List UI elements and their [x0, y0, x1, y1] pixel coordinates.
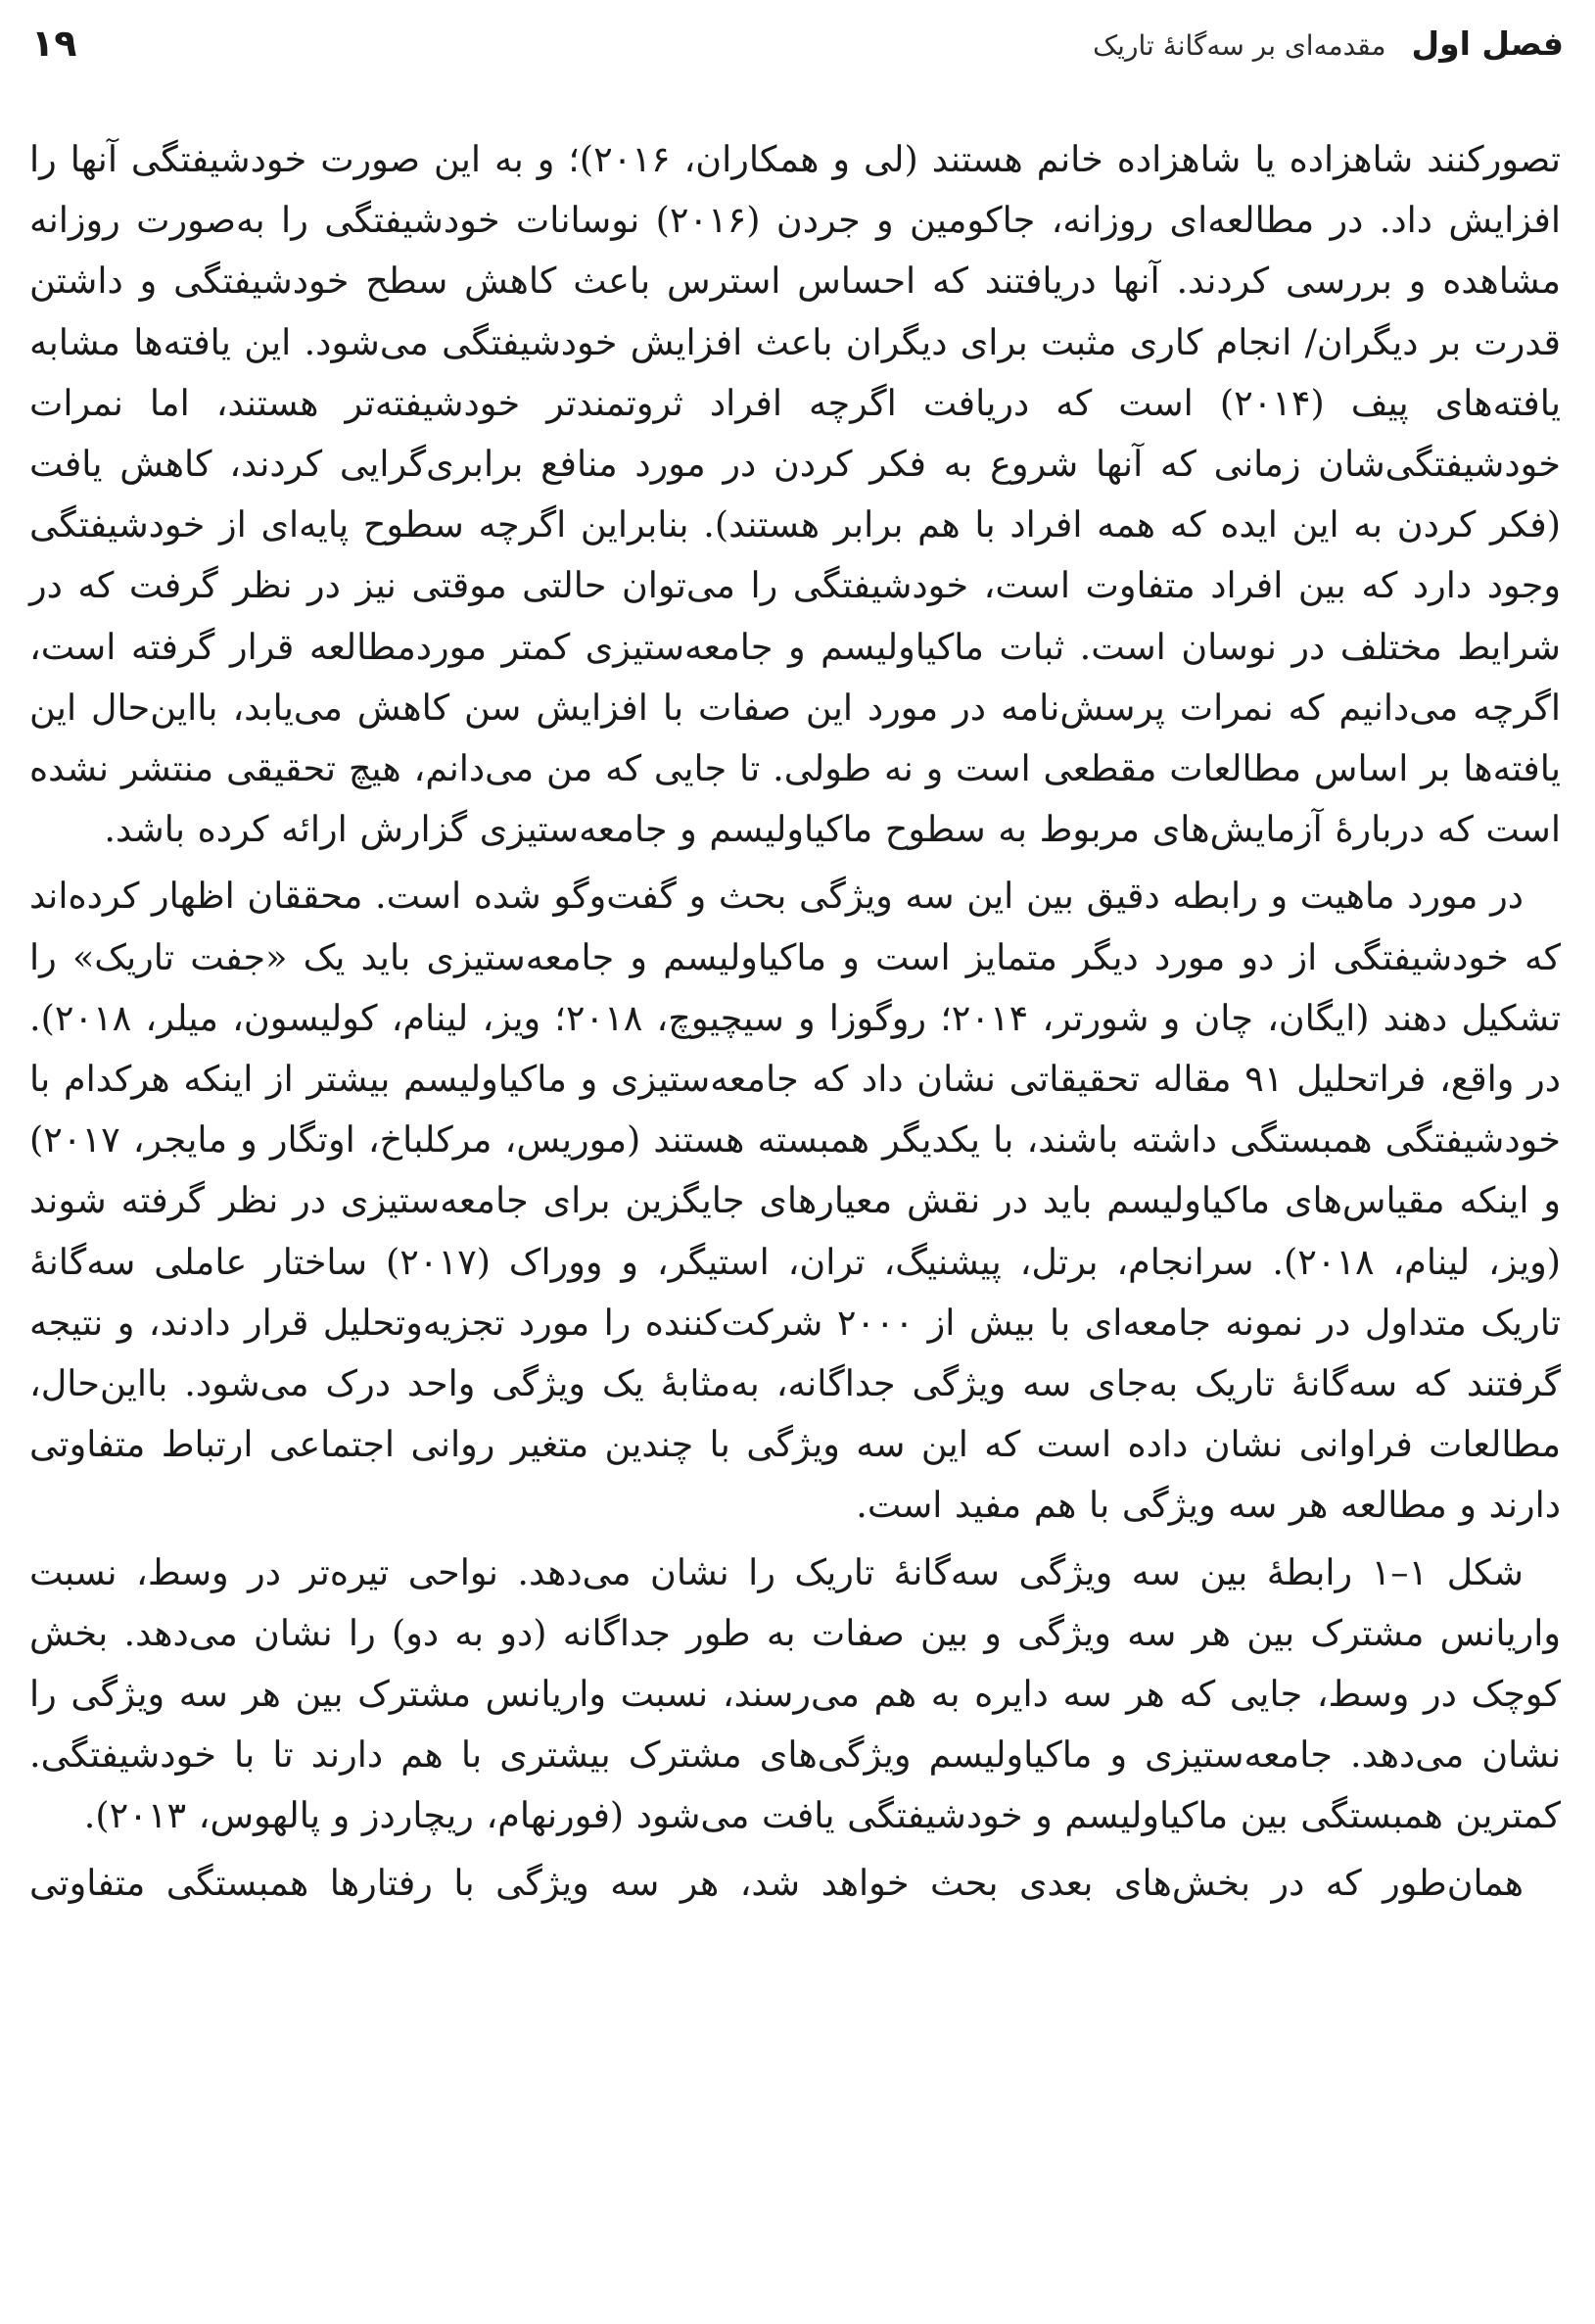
paragraph: در مورد ماهیت و رابطه دقیق بین این سه ویژگی بحث و گفت‌وگو شده است. محققان اظهار کرده‌اند که خودشیفتگی از دو مورد دیگر متمایز است و ماکیاولیسم و جامعه‌ستیزی باید یک «جفت تاریک» را تشکیل دهند (ایگان، چان و شورتر، ۲۰۱۴؛ روگوزا و سیچیوچ، ۲۰۱۸؛ ویز، لینام، کولیسون، میلر، ۲۰۱۸). در واقع، فراتحلیل ۹۱ مقاله تحقیقاتی نشان داد که جامعه‌ستیزی و ماکیاولیسم بیشتر از اینکه هرکدام با خودشیفتگی همبستگی داشته باشند، با یکدیگر همبسته هستند (موریس، مرکلباخ، اوتگار و مایجر، ۲۰۱۷) و اینکه مقیاس‌های ماکیاولیسم باید در نقش معیارهای جایگزین برای جامعه‌ستیزی در نظر گرفته شوند (ویز، لینام، ۲۰۱۸). سرانجام، برتل، پیشنیگ، تران، استیگر، و ووراک (۲۰۱۷) ساختار عاملی سه‌گانۀ تاریک متداول در نمونه جامعه‌ای با بیش از ۲۰۰۰ شرکت‌کننده را مورد تجزیه‌وتحلیل قرار دادند، و نتیجه گرفتند که سه‌گانۀ تاریک به‌جای سه ویژگی جداگانه، به‌مثابۀ یک ویژگی واحد درک می‌شود. بااین‌حال، مطالعات فراوانی نشان داده است که این سه ویژگی با چندین متغیر روانی اجتماعی ارتباط متفاوتی دارند و مطالعه هر سه ویژگی با هم مفید است. [29, 875, 1562, 1527]
paragraph: همان‌طور که در بخش‌های بعدی بحث خواهد شد، هر سه ویژگی با رفتارها همبستگی متفاوتی [29, 1861, 1524, 1904]
paragraph: شکل ۱–۱ رابطۀ بین سه ویژگی سه‌گانۀ تاریک را نشان می‌دهد. نواحی تیره‌تر در وسط، نسبت واریانس مشترک بین هر سه ویژگی و بین صفات به طور جداگانه (دو به دو) را نشان می‌دهد. بخش کوچک در وسط، جایی که هر سه دایره به هم می‌رسند، نسبت واریانس مشترک بین هر سه ویژگی را نشان می‌دهد. جامعه‌ستیزی و ماکیاولیسم ویژگی‌های مشترک بیشتری با هم دارند تا با خودشیفتگی. کمترین همبستگی بین ماکیاولیسم و خودشیفتگی یافت می‌شود (فورنهام، ریچاردز و پالهوس، ۲۰۱۳). [29, 1550, 1561, 1837]
paragraph: تصورکنند شاهزاده یا شاهزاده خانم هستند (لی و همکاران، ۲۰۱۶)؛ و به این صورت خودشیفتگی آنها را افزایش داد. در مطالعه‌ای روزانه، جاکومین و جردن (۲۰۱۶) نوسانات خودشیفتگی را به‌صورت روزانه مشاهده و بررسی کردند. آنها دریافتند که احساس استرس باعث کاهش سطح خودشیفتگی و داشتن قدرت بر دیگران/ انجام کاری مثبت برای دیگران باعث افزایش خودشیفتگی می‌شود. این یافته‌ها مشابه یافته‌های پیف (۲۰۱۴) است که دریافت اگرچه افراد ثروتمندتر خودشیفته‌تر هستند، اما نمرات خودشیفتگی‌شان زمانی که آنها شروع به فکر کردن در مورد منافع برابری‌گرایی کردند، کاهش یافت (فکر کردن به این ایده که همه افراد با هم برابر هستند). بنابراین اگرچه سطوح پایه‌ای از خودشیفتگی وجود دارد که بین افراد متفاوت است، خودشیفتگی را می‌توان حالتی موقتی نیز در نظر گرفت که در شرایط مختلف در نوسان است. ثبات ماکیاولیسم و جامعه‌ستیزی کمتر موردمطالعه قرار گرفته است، اگرچه می‌دانیم که نمرات پرسش‌نامه در مورد این صفات با افزایش سن کاهش می‌یابد، بااین‌حال این یافته‌ها بر اساس مطالعات مقطعی است و نه طولی. تا جایی که من می‌دانم، هیچ تحقیقی منتشر نشده است که دربارۀ آزمایش‌های مربوط به سطوح ماکیاولیسم و جامعه‌ستیزی گزارش ارائه کرده باشد. [29, 138, 1561, 851]
page-body [29, 129, 1561, 1920]
running-head [1093, 24, 1564, 63]
page-number: ۱۹ [31, 22, 77, 65]
page-header [31, 14, 1564, 72]
chapter-label: فصل اول [1411, 24, 1564, 63]
chapter-title: مقدمه‌ای بر سه‌گانۀ تاریک [1093, 28, 1386, 62]
